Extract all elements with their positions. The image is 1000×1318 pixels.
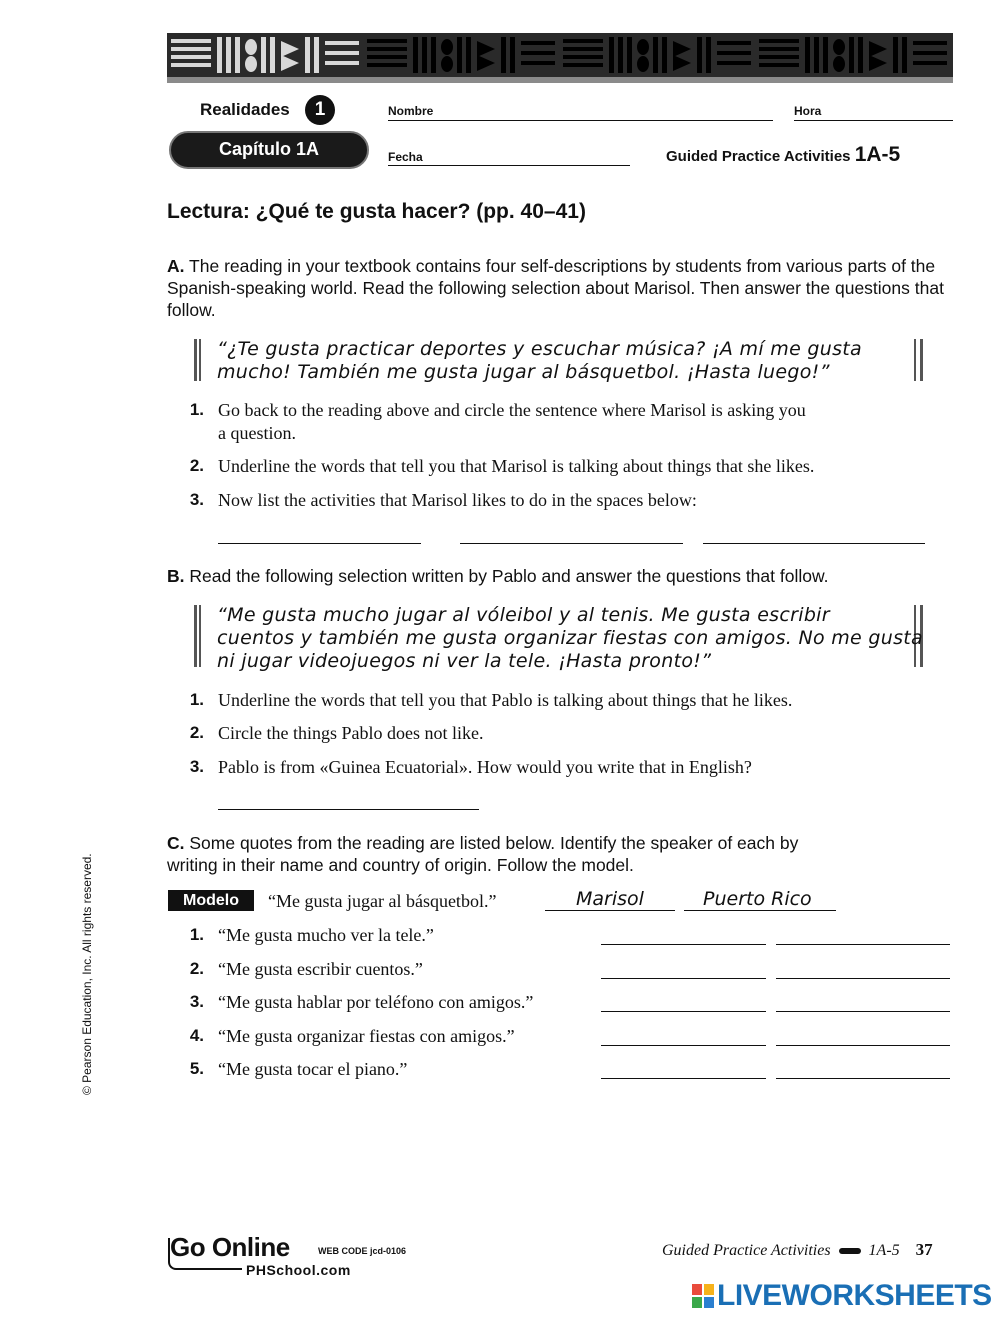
level-badge: 1	[305, 95, 335, 125]
item-number: 2.	[189, 959, 204, 978]
answer-blank[interactable]	[218, 543, 421, 544]
country-blank[interactable]	[776, 1078, 950, 1079]
section-c-text-line2: writing in their name and country of origin. Follow the model.	[167, 855, 634, 875]
model-quote: “Me gusta jugar al básquetbol.”	[268, 891, 497, 911]
item-number: 5.	[189, 1059, 204, 1078]
model-label: Modelo	[168, 890, 254, 911]
section-b-letter: B.	[167, 566, 185, 586]
question-text: Circle the things Pablo does not like.	[218, 723, 484, 743]
marisol-quote-line2: mucho! También me gusta jugar al básquetbol. ¡Hasta luego!”	[217, 361, 830, 383]
activity-heading	[666, 143, 900, 167]
country-blank[interactable]	[776, 1011, 950, 1012]
model-country: Puerto Rico	[703, 888, 812, 910]
activity-label: Guided Practice Activities	[666, 148, 851, 165]
quote-bar-right	[920, 339, 923, 381]
item-number: 1.	[189, 925, 204, 944]
question-number: 3.	[189, 757, 204, 776]
web-code: WEB CODE jcd-0106	[318, 1246, 407, 1256]
answer-blank[interactable]	[460, 543, 683, 544]
nombre-field[interactable]	[388, 120, 773, 121]
section-c-text-line1: Some quotes from the reading are listed below. Identify the speaker of each by	[189, 833, 799, 853]
question-text: Now list the activities that Marisol likes to do in the spaces below:	[218, 490, 697, 510]
banner-underline	[167, 77, 953, 83]
dash-icon	[839, 1248, 861, 1254]
quote-bar-left-thin	[199, 605, 201, 667]
question-number: 1.	[189, 690, 204, 709]
page-footer	[662, 1240, 933, 1260]
item-number: 4.	[189, 1026, 204, 1045]
fecha-field[interactable]	[388, 165, 630, 166]
section-a-intro	[167, 255, 952, 321]
item-quote: “Me gusta escribir cuentos.”	[218, 959, 423, 979]
marisol-quote-line1: “¿Te gusta practicar deportes y escuchar música? ¡A mí me gusta	[217, 338, 862, 360]
activity-code: 1A-5	[854, 143, 901, 166]
liveworksheets-logo	[692, 1279, 992, 1313]
model-name: Marisol	[576, 888, 644, 910]
model-country-line	[684, 910, 836, 911]
section-c-intro	[167, 832, 952, 876]
go-online-logo: Go Online	[170, 1232, 290, 1262]
question-text: Underline the words that tell you that Pablo is talking about things that he likes.	[218, 690, 793, 710]
item-quote: “Me gusta tocar el piano.”	[218, 1059, 408, 1079]
nombre-label: Nombre	[388, 104, 434, 118]
pablo-quote-line3: ni jugar videojuegos ni ver la tele. ¡Hasta pronto!”	[217, 650, 712, 672]
country-blank[interactable]	[776, 1045, 950, 1046]
section-b-intro	[167, 565, 952, 587]
country-blank[interactable]	[776, 944, 950, 945]
quote-bar-left	[194, 605, 197, 667]
hora-label: Hora	[794, 104, 822, 118]
country-blank[interactable]	[776, 978, 950, 979]
chapter-badge: Capítulo 1A	[169, 131, 369, 169]
question-text: Underline the words that tell you that Marisol is talking about things that she likes.	[218, 456, 815, 476]
model-name-line	[545, 910, 675, 911]
section-a-text: The reading in your textbook contains four self-descriptions by students from various parts of the Spanish-speaking world. Read the following selection about Marisol. Then answer the questions that follow.	[167, 256, 944, 320]
question-text: Go back to the reading above and circle the sentence where Marisol is asking you	[218, 400, 806, 420]
question-number: 3.	[189, 490, 204, 509]
question-text: Pablo is from «Guinea Ecuatorial». How would you write that in English?	[218, 757, 752, 777]
question-number: 2.	[189, 723, 204, 742]
item-quote: “Me gusta mucho ver la tele.”	[218, 925, 434, 945]
footer-book-label: Guided Practice Activities	[662, 1242, 831, 1259]
page-title: Lectura: ¿Qué te gusta hacer? (pp. 40–41)	[167, 200, 586, 223]
name-blank[interactable]	[601, 1011, 766, 1012]
section-b-text: Read the following selection written by Pablo and answer the questions that follow.	[189, 566, 829, 586]
pablo-quote-line2: cuentos y también me gusta organizar fiestas con amigos. No me gusta	[217, 627, 923, 649]
page-number: 37	[915, 1240, 933, 1259]
pablo-quote-line1: “Me gusta mucho jugar al vóleibol y al tenis. Me gusta escribir	[217, 604, 830, 626]
phschool-link[interactable]: PHSchool.com	[246, 1262, 351, 1278]
answer-blank[interactable]	[703, 543, 925, 544]
question-text-cont: a question.	[218, 423, 296, 443]
name-blank[interactable]	[601, 944, 766, 945]
item-quote: “Me gusta hablar por teléfono con amigos.”	[218, 992, 534, 1012]
name-blank[interactable]	[601, 1078, 766, 1079]
banner-pattern	[167, 33, 953, 77]
name-blank[interactable]	[601, 1045, 766, 1046]
answer-blank[interactable]	[218, 809, 479, 810]
hora-field[interactable]	[794, 120, 953, 121]
footer-code: 1A-5	[868, 1242, 900, 1259]
liveworksheets-text: LIVEWORKSHEETS	[717, 1279, 992, 1312]
section-c-letter: C.	[167, 833, 185, 853]
quote-bar-right-thin	[914, 339, 916, 381]
quote-bar-left-thin	[199, 339, 201, 381]
item-number: 3.	[189, 992, 204, 1011]
question-number: 2.	[189, 456, 204, 475]
liveworksheets-icon	[692, 1284, 714, 1308]
question-number: 1.	[189, 400, 204, 419]
decorative-banner	[167, 33, 953, 77]
quote-bar-left	[194, 339, 197, 381]
item-quote: “Me gusta organizar fiestas con amigos.”	[218, 1026, 515, 1046]
fecha-label: Fecha	[388, 150, 423, 164]
series-title: Realidades	[200, 100, 290, 119]
section-a-letter: A.	[167, 256, 185, 276]
copyright-notice: © Pearson Education, Inc. All rights reserved.	[80, 853, 94, 1095]
name-blank[interactable]	[601, 978, 766, 979]
